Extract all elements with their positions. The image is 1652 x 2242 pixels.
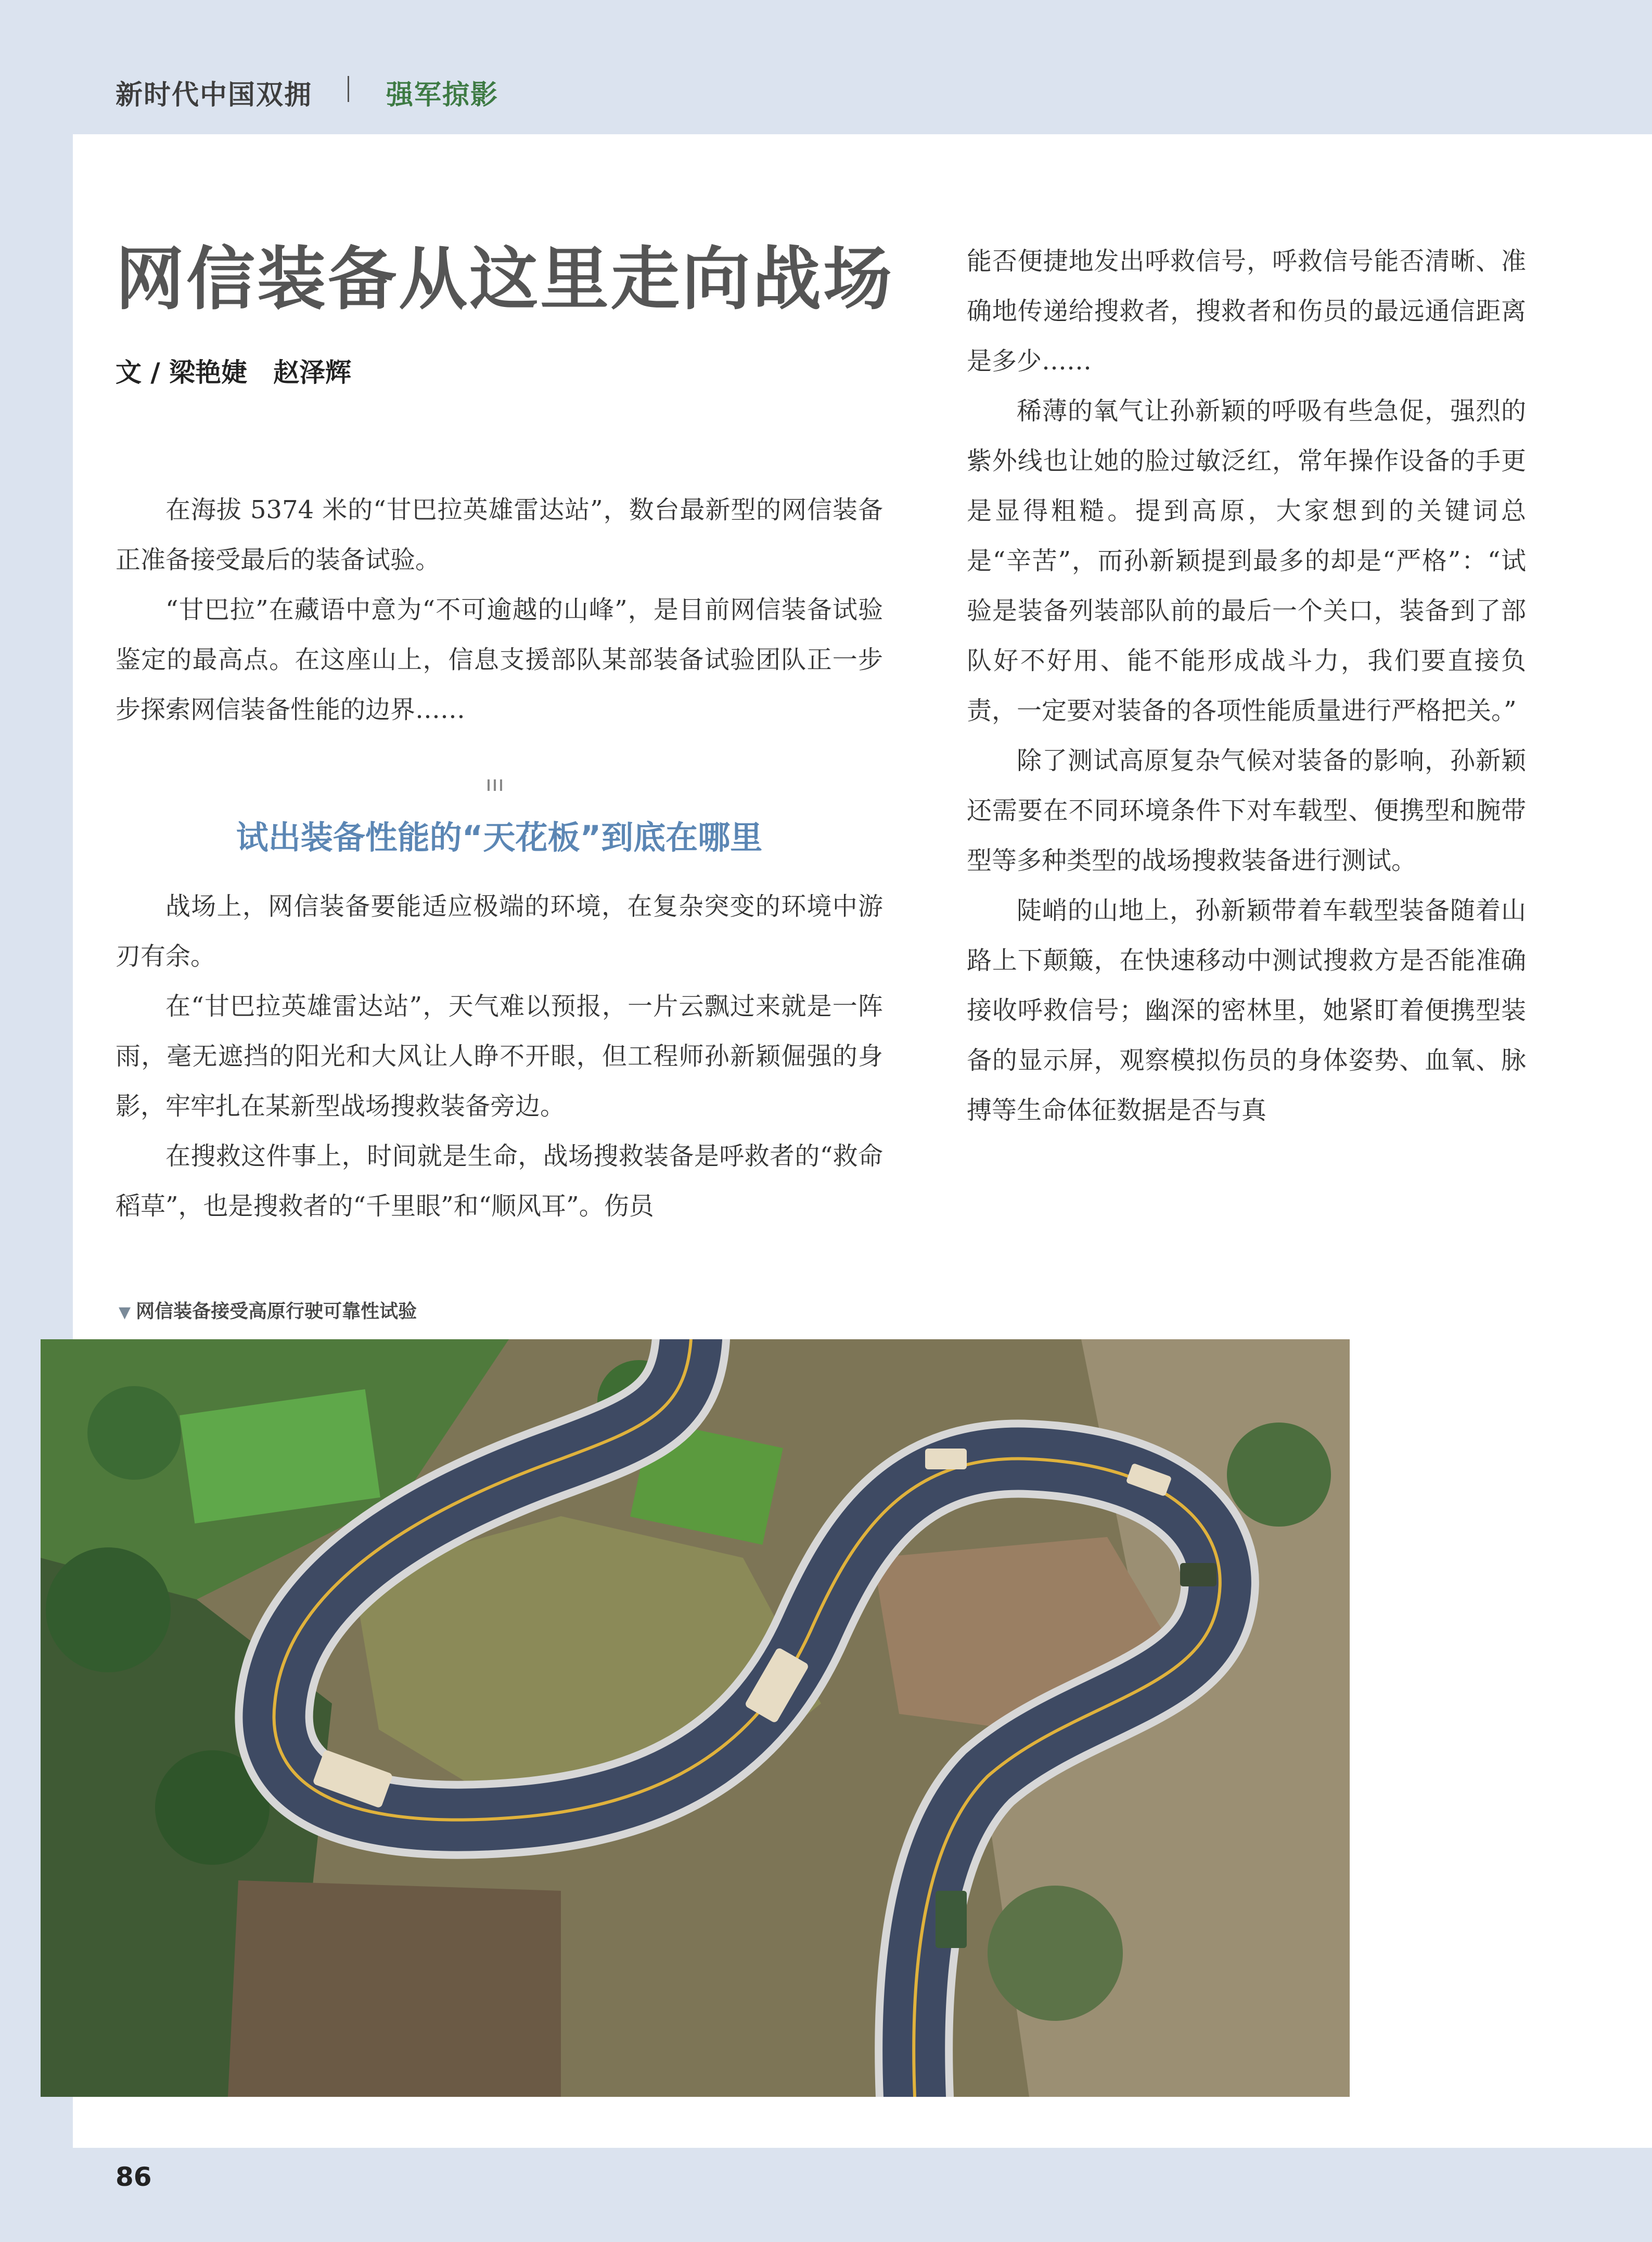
paragraph: 陡峭的山地上，孙新颖带着车载型装备随着山路上下颠簸，在快速移动中测试搜救方是否能准确接收呼救信号；幽深的密林里，她紧盯着便携型装备的显示屏，观察模拟伤员的身体姿势、血氧、脉搏等生命体征数据是否与真 bbox=[967, 896, 1526, 1125]
paragraph: 稀薄的氧气让孙新颖的呼吸有些急促，强烈的紫外线也让她的脸过敏泛红，常年操作设备的手更是显得粗糙。提到高原，大家想到的关键词总是“辛苦”，而孙新颖提到最多的却是“严格”：“试验是装备列装部队前的最后一个关口，装备到了部队好不好用、能不能形成战斗力，我们要直接负责，一定要对装备的各项性能质量进行严格把关。” bbox=[967, 396, 1526, 725]
article-title: 网信装备从这里走向战场 bbox=[116, 239, 894, 319]
page-number: 86 bbox=[116, 2162, 152, 2192]
header-divider bbox=[348, 76, 349, 102]
paragraph: 战场上，网信装备要能适应极端的环境，在复杂突变的环境中游刃有余。 bbox=[116, 892, 883, 971]
section-subheading: 试出装备性能的“天花板”到底在哪里 bbox=[236, 818, 763, 856]
left-column-text bbox=[116, 881, 883, 1231]
paragraph: 在海拔 5374 米的“甘巴拉英雄雷达站”，数台最新型的网信装备正准备接受最后的装备试验。 bbox=[116, 495, 883, 574]
paragraph: “甘巴拉”在藏语中意为“不可逾越的山峰”，是目前网信装备试验鉴定的最高点。在这座山上，信息支援部队某部装备试验团队正一步步探索网信装备性能的边界…… bbox=[116, 595, 883, 724]
section-ornament bbox=[488, 779, 511, 791]
paragraph: 除了测试高原复杂气候对装备的影响，孙新颖还需要在不同环境条件下对车载型、便携型和腕带型等多种类型的战场搜救装备进行测试。 bbox=[967, 746, 1526, 875]
page-header bbox=[0, 0, 1652, 134]
intro-text bbox=[116, 485, 883, 735]
photo-caption bbox=[119, 1297, 417, 1323]
aerial-road-photo bbox=[41, 1339, 1350, 2097]
paragraph: 能否便捷地发出呼救信号，呼救信号能否清晰、准确地传递给搜救者，搜救者和伤员的最远通信距离是多少…… bbox=[967, 247, 1526, 376]
paragraph: 在“甘巴拉英雄雷达站”，天气难以预报，一片云飘过来就是一阵雨，毫无遮挡的阳光和大风让人睁不开眼，但工程师孙新颖倔强的身影，牢牢扎在某新型战场搜救装备旁边。 bbox=[116, 992, 883, 1121]
paragraph: 在搜救这件事上，时间就是生命，战场搜救装备是呼救者的“救命稻草”，也是搜救者的“千里眼”和“顺风耳”。伤员 bbox=[116, 1142, 883, 1221]
section-name: 强军掠影 bbox=[386, 80, 499, 111]
road-photo-illustration bbox=[41, 1339, 1350, 2097]
right-column-text bbox=[967, 236, 1526, 1135]
caption-text: 网信装备接受高原行驶可靠性试验 bbox=[136, 1301, 417, 1322]
article-byline: 文 / 梁艳婕 赵泽辉 bbox=[116, 357, 352, 388]
magazine-name: 新时代中国双拥 bbox=[116, 80, 313, 111]
caption-marker-icon: ▼ bbox=[119, 1303, 131, 1322]
